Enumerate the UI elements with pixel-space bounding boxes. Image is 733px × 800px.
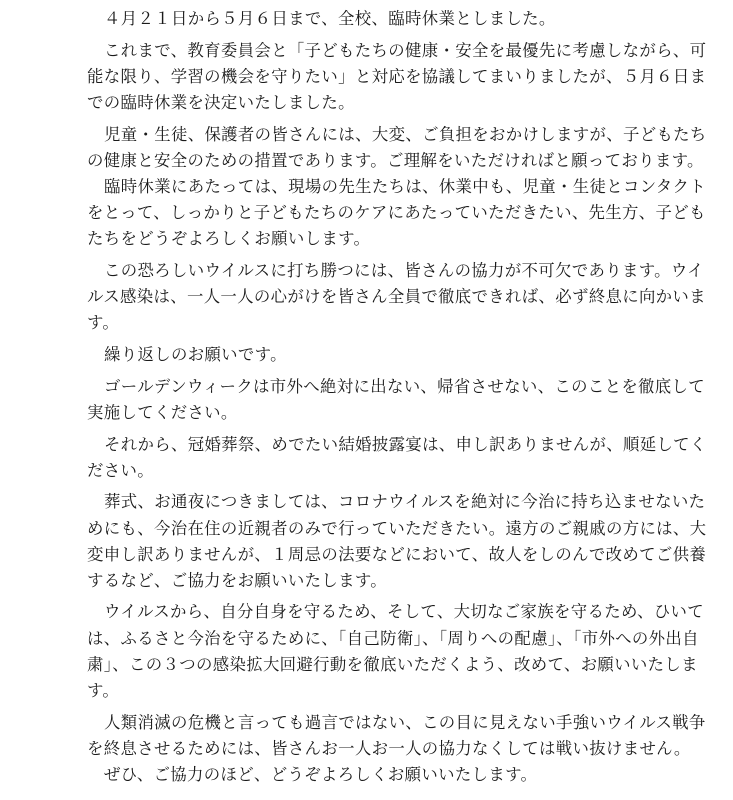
text-line: での臨時休業を決定いたしました。 (87, 92, 355, 112)
paragraph (87, 342, 707, 368)
paragraph (87, 174, 707, 252)
paragraph (87, 38, 707, 116)
paragraph (87, 6, 707, 32)
text-line: するなど、ご協力をお願いいたします。 (87, 570, 388, 590)
text-line: それから、冠婚葬祭、めでたい結婚披露宴は、申し訳ありませんが、順延してく (104, 434, 707, 454)
paragraph (87, 710, 707, 762)
text-line: ゴールデンウィークは市外へ絶対に出ない、帰省させない、このことを徹底して (104, 376, 706, 396)
text-line: 人類消滅の危機と言っても過言ではない、この目に見えない手強いウイルス戦争 (104, 712, 706, 732)
text-line: ウイルスから、自分自身を守るため、そして、大切なご家族を守るため、ひいて (104, 602, 705, 622)
text-line: 葬式、お通夜につきましては、コロナウイルスを絶対に今治に持ち込ませないた (104, 492, 706, 512)
text-line: す。 (87, 313, 120, 333)
text-line: めにも、今治在住の近親者のみで行っていただきたい。遠方のご親戚の方には、大 (87, 518, 707, 538)
text-line: 粛」、この３つの感染拡大回避行動を徹底いただくよう、改めて、お願いいたしま (87, 654, 698, 674)
paragraph (87, 122, 707, 174)
text-line: 能な限り、学習の機会を守りたい」と対応を協議してまいりましたが、５月６日ま (87, 66, 707, 86)
text-line: をとって、しっかりと子どもたちのケアにあたっていただきたい、先生方、子ども (87, 203, 706, 223)
text-line: この恐ろしいウイルスに打ち勝つには、皆さんの協力が不可欠であります。ウイ (104, 260, 704, 280)
paragraph (87, 489, 707, 593)
paragraph (87, 258, 707, 336)
text-line: の健康と安全のための措置であります。ご理解をいただければと願っております。 (87, 150, 704, 170)
text-line: ４月２１日から５月６日まで、全校、臨時休業としました。 (104, 9, 556, 28)
paragraph (87, 432, 707, 484)
text-line: ぜひ、ご協力のほど、どうぞよろしくお願いいたします。 (104, 764, 538, 784)
paragraph (87, 374, 707, 426)
paragraph (87, 599, 707, 703)
text-line: す。 (87, 680, 120, 700)
text-line: 臨時休業にあたっては、現場の先生たちは、休業中も、児童・生徒とコンタクト (104, 176, 707, 196)
text-line: たちをどうぞよろしくお願いします。 (87, 229, 371, 249)
text-line: これまで、教育委員会と「子どもたちの健康・安全を最優先に考慮しながら、可 (104, 40, 707, 60)
document-body (87, 6, 707, 788)
text-line: 繰り返しのお願いです。 (104, 344, 287, 364)
text-line: は、ふるさと今治を守るために、「自己防衛」、「周りへの配慮」、「市外への外出自 (87, 628, 699, 648)
text-line: ルス感染は、一人一人の心がけを皆さん全員で徹底できれば、必ず終息に向かいま (87, 287, 706, 306)
text-line: 児童・生徒、保護者の皆さんには、大変、ご負担をおかけしますが、子どもたち (104, 124, 707, 144)
text-line: 変申し訳ありませんが、１周忌の法要などにおいて、故人をしのんで改めてご供養 (87, 544, 707, 564)
text-line: を終息させるためには、皆さんお一人お一人の協力なくしては戦い抜けません。 (87, 738, 691, 758)
text-line: 実施してください。 (87, 402, 238, 422)
paragraph (87, 762, 707, 788)
text-line: ださい。 (87, 460, 154, 480)
